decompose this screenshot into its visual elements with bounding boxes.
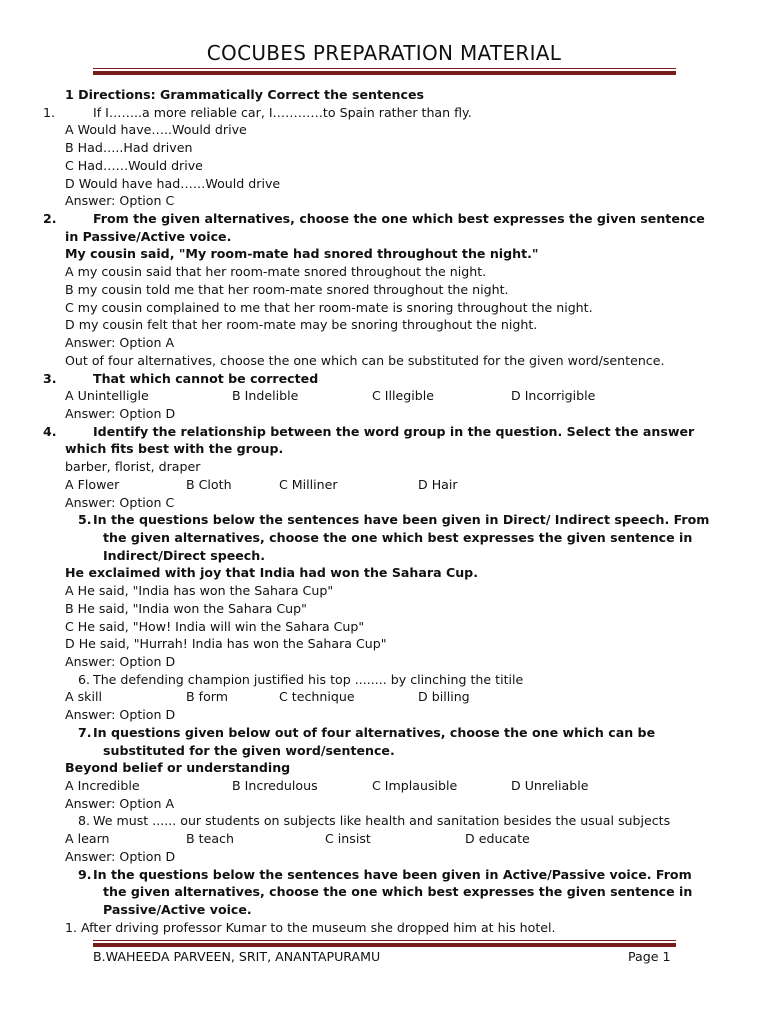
line-text: A Would have…..Would drive: [65, 122, 247, 138]
text-line: [0, 334, 768, 352]
text-line: [0, 121, 768, 139]
options-row: [0, 476, 768, 494]
text-line: [0, 812, 768, 830]
option-text: D Incorrigible: [511, 388, 596, 404]
text-line: [0, 352, 768, 370]
options-row: [0, 777, 768, 795]
line-text: Answer: Option D: [65, 707, 176, 723]
option-text: A skill: [65, 689, 102, 705]
line-text: Out of four alternatives, choose the one which can be substituted for the given word/sentence.: [65, 352, 665, 368]
text-line: [0, 848, 768, 866]
line-text: the given alternatives, choose the one which best expresses the given sentence in: [103, 529, 693, 545]
line-text: We must ...... our students on subjects like health and sanitation besides the usual subjects: [93, 813, 671, 829]
options-row: [0, 387, 768, 405]
option-text: D Hair: [418, 476, 458, 492]
line-text: A my cousin said that her room-mate snored throughout the night.: [65, 264, 487, 280]
text-line: [0, 139, 768, 157]
line-text: B He said, "India won the Sahara Cup": [65, 600, 307, 616]
line-text: which fits best with the group.: [65, 441, 284, 457]
text-line: [0, 724, 768, 742]
option-text: A learn: [65, 831, 110, 847]
question-number: 5.: [78, 512, 92, 528]
line-text: He exclaimed with joy that India had won the Sahara Cup.: [65, 565, 478, 581]
line-text: Answer: Option C: [65, 193, 175, 209]
text-line: [0, 86, 768, 104]
option-text: A Incredible: [65, 778, 140, 794]
line-text: Passive/Active voice.: [103, 902, 252, 918]
line-text: My cousin said, "My room-mate had snored throughout the night.": [65, 246, 539, 262]
text-line: [0, 919, 768, 937]
line-text: Answer: Option D: [65, 405, 176, 421]
text-line: [0, 671, 768, 689]
text-line: [0, 547, 768, 565]
page-title: COCUBES PREPARATION MATERIAL: [206, 41, 562, 65]
option-text: B Incredulous: [232, 778, 318, 794]
text-line: [0, 529, 768, 547]
line-text: From the given alternatives, choose the one which best expresses the given sentence: [93, 211, 705, 227]
line-text: In questions given below out of four alternatives, choose the one which can be: [93, 724, 656, 740]
question-number: 2.: [43, 211, 57, 227]
question-number: 9.: [78, 866, 92, 882]
text-line: [0, 866, 768, 884]
line-text: Beyond belief or understanding: [65, 760, 291, 776]
line-text: C He said, "How! India will win the Sahara Cup": [65, 618, 365, 634]
header-divider: [93, 68, 676, 75]
text-line: [0, 759, 768, 777]
line-text: substituted for the given word/sentence.: [103, 742, 395, 758]
question-number: 1.: [43, 104, 56, 120]
line-text: In the questions below the sentences have been given in Active/Passive voice. From: [93, 866, 692, 882]
text-line: [0, 423, 768, 441]
text-line: [0, 157, 768, 175]
text-line: [0, 281, 768, 299]
text-line: [0, 405, 768, 423]
option-text: B Cloth: [186, 476, 232, 492]
line-text: D He said, "Hurrah! India has won the Sahara Cup": [65, 636, 387, 652]
text-line: [0, 618, 768, 636]
line-text: In the questions below the sentences have been given in Direct/ Indirect speech. From: [93, 512, 710, 528]
line-text: Answer: Option C: [65, 494, 175, 510]
text-line: [0, 299, 768, 317]
question-number: 6.: [78, 671, 91, 687]
line-text: B my cousin told me that her room-mate snored throughout the night.: [65, 281, 509, 297]
option-text: A Unintelligle: [65, 388, 149, 404]
line-text: B Had…..Had driven: [65, 140, 193, 156]
line-text: Indirect/Direct speech.: [103, 547, 266, 563]
text-line: [0, 210, 768, 228]
option-text: B form: [186, 689, 229, 705]
line-text: barber, florist, draper: [65, 459, 201, 475]
option-text: C Illegible: [372, 388, 434, 404]
text-line: [0, 175, 768, 193]
line-text: That which cannot be corrected: [93, 370, 319, 386]
text-line: [0, 370, 768, 388]
footer-author: B.WAHEEDA PARVEEN, SRIT, ANANTAPURAMU: [93, 949, 381, 964]
line-text: D Would have had……Would drive: [65, 175, 281, 191]
text-line: [0, 883, 768, 901]
question-number: 7.: [78, 724, 92, 740]
option-text: D Unreliable: [511, 778, 589, 794]
footer-divider: [93, 940, 676, 947]
option-text: C Milliner: [279, 476, 338, 492]
text-line: [0, 245, 768, 263]
line-text: 1. After driving professor Kumar to the museum she dropped him at his hotel.: [65, 919, 556, 935]
line-text: the given alternatives, choose the one which best expresses the given sentence in: [103, 884, 693, 900]
text-line: [0, 511, 768, 529]
text-line: [0, 600, 768, 618]
text-line: [0, 564, 768, 582]
option-text: C Implausible: [372, 778, 458, 794]
option-text: D educate: [465, 831, 530, 847]
options-row: [0, 688, 768, 706]
option-text: B teach: [186, 831, 234, 847]
option-text: C insist: [325, 831, 371, 847]
question-number: 4.: [43, 423, 57, 439]
line-text: Identify the relationship between the word group in the question. Select the answer: [93, 423, 695, 439]
line-text: The defending champion justified his top ........ by clinching the titile: [93, 671, 524, 687]
question-number: 8.: [78, 813, 91, 829]
text-line: [0, 635, 768, 653]
line-text: C my cousin complained to me that her room-mate is snoring throughout the night.: [65, 299, 593, 315]
page-number: Page 1: [628, 949, 671, 964]
options-row: [0, 830, 768, 848]
text-line: [0, 458, 768, 476]
text-line: [0, 316, 768, 334]
line-text: in Passive/Active voice.: [65, 228, 232, 244]
document-body: [0, 86, 768, 937]
line-text: 1 Directions: Grammatically Correct the sentences: [65, 87, 424, 102]
text-line: [0, 582, 768, 600]
line-text: Answer: Option A: [65, 795, 175, 811]
text-line: [0, 104, 768, 122]
line-text: A He said, "India has won the Sahara Cup": [65, 583, 334, 599]
line-text: If I……..a more reliable car, I…………to Spain rather than fly.: [93, 104, 472, 120]
text-line: [0, 901, 768, 919]
option-text: C technique: [279, 689, 355, 705]
option-text: D billing: [418, 689, 470, 705]
text-line: [0, 653, 768, 671]
question-number: 3.: [43, 370, 57, 386]
line-text: Answer: Option D: [65, 654, 176, 669]
text-line: [0, 263, 768, 281]
line-text: Answer: Option D: [65, 848, 176, 864]
text-line: [0, 228, 768, 246]
text-line: [0, 440, 768, 458]
text-line: [0, 795, 768, 813]
text-line: [0, 494, 768, 512]
option-text: A Flower: [65, 476, 120, 492]
line-text: D my cousin felt that her room-mate may be snoring throughout the night.: [65, 317, 538, 333]
line-text: C Had……Would drive: [65, 157, 203, 173]
text-line: [0, 706, 768, 724]
text-line: [0, 192, 768, 210]
text-line: [0, 742, 768, 760]
option-text: B Indelible: [232, 388, 299, 404]
line-text: Answer: Option A: [65, 335, 175, 351]
